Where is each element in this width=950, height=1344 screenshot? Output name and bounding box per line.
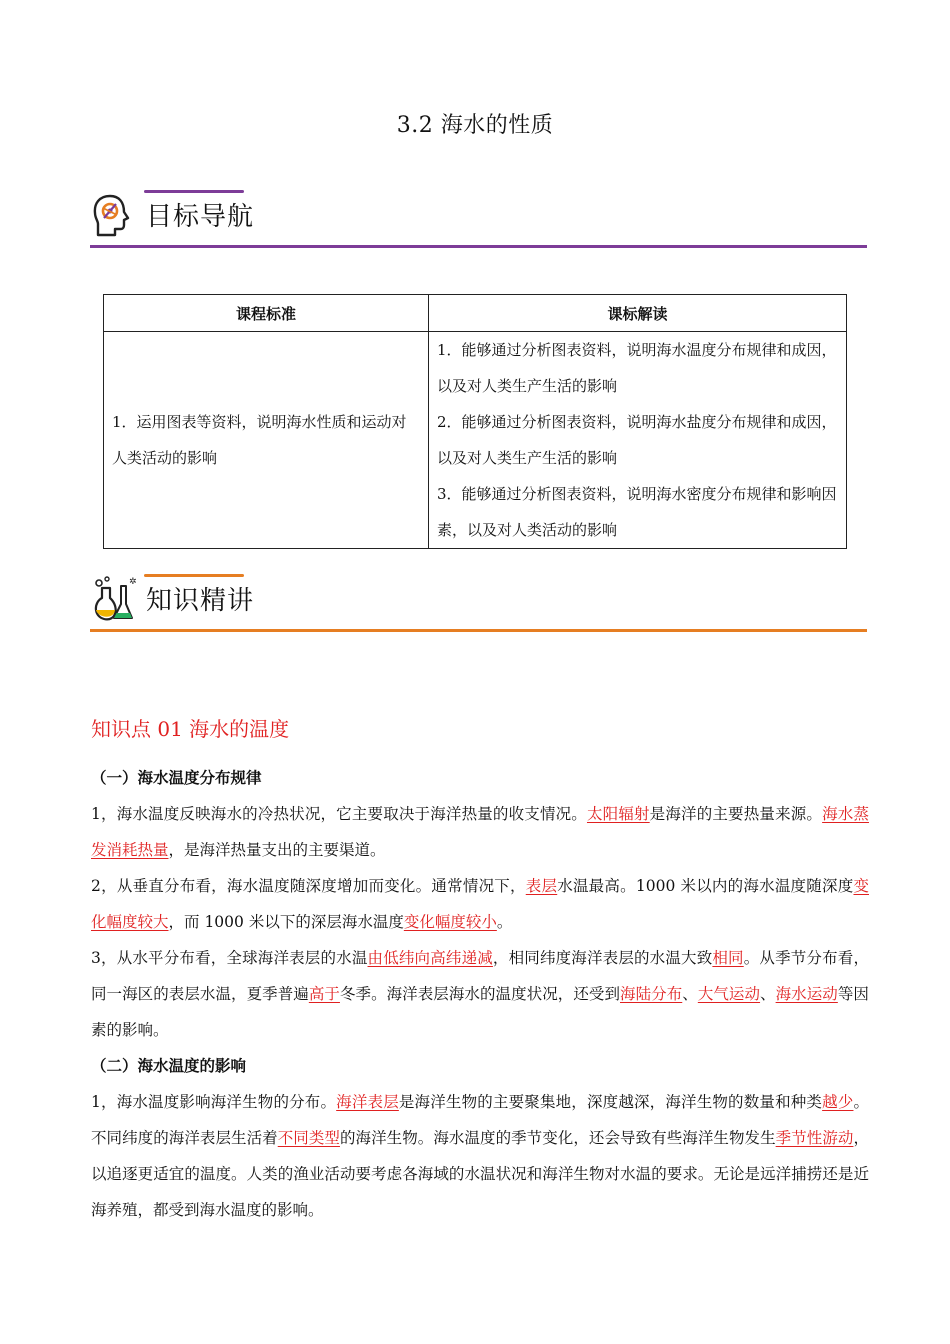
paragraph-4: 1，海水温度影响海洋生物的分布。海洋表层是海洋生物的主要聚集地，深度越深，海洋生物的数量和种类越少。不同纬度的海洋表层生活着不同类型的海洋生物。海水温度的季节变化，还会导致有些海洋生物发生季节性游动，以追逐更适宜的温度。人类的渔业活动要考虑各海域的水温状况和海洋生物对水温的要求。无论是远洋捕捞还是近海养殖，都受到海水温度的影响。 <box>91 1093 869 1219</box>
key-term: 变化幅度较小 <box>403 913 497 931</box>
table-header-standard: 课程标准 <box>104 295 429 332</box>
interpretation-cell <box>429 332 847 549</box>
knowledge-point-title: 知识点 01 海水的温度 <box>91 717 290 741</box>
key-term: 季节性游动 <box>775 1129 854 1147</box>
key-term: 海水运动 <box>775 985 838 1003</box>
section-header-knowledge <box>90 570 867 632</box>
course-standard-table <box>103 294 847 549</box>
knowledge-content <box>91 760 869 1228</box>
key-term: 海洋表层 <box>336 1093 399 1111</box>
standard-cell: 1．运用图表等资料，说明海水性质和运动对人类活动的影响 <box>104 332 429 549</box>
svg-text:✲: ✲ <box>129 577 137 587</box>
lab-flask-icon <box>90 574 140 624</box>
section-label: 知识精讲 <box>146 586 255 616</box>
interpretation-item: 1．能够通过分析图表资料，说明海水温度分布规律和成因，以及对人类生产生活的影响 <box>437 341 837 395</box>
key-term: 海陆分布 <box>620 985 683 1003</box>
section-header-goal <box>90 186 867 248</box>
subsection-heading: （二）海水温度的影响 <box>91 1056 247 1075</box>
head-gear-icon <box>90 190 140 240</box>
key-term: 越少 <box>822 1093 854 1111</box>
section-label: 目标导航 <box>146 202 255 232</box>
document-title: 3.2 海水的性质 <box>396 113 554 138</box>
key-term: 由低纬向高纬递减 <box>367 949 493 967</box>
key-term: 表层 <box>525 877 558 895</box>
key-term: 变化幅度较大 <box>91 877 869 931</box>
key-term: 海水蒸发消耗热量 <box>91 805 869 859</box>
key-term: 大气运动 <box>697 985 761 1003</box>
paragraph-1: 1，海水温度反映海水的冷热状况，它主要取决于海洋热量的收支情况。太阳辐射是海洋的主要热量来源。海水蒸发消耗热量，是海洋热量支出的主要渠道。 <box>91 805 869 859</box>
subsection-heading: （一）海水温度分布规律 <box>91 768 262 787</box>
key-term: 相同 <box>712 949 744 967</box>
paragraph-3: 3，从水平分布看，全球海洋表层的水温由低纬向高纬递减，相同纬度海洋表层的水温大致相同。从季节分布看，同一海区的表层水温，夏季普遍高于冬季。海洋表层海水的温度状况，还受到海陆分布、大气运动、海水运动等因素的影响。 <box>91 949 869 1039</box>
table-header-row <box>104 295 847 332</box>
table-row <box>104 332 847 549</box>
header-accent-line <box>144 574 244 577</box>
key-term: 高于 <box>308 985 340 1003</box>
section-divider <box>90 245 867 248</box>
header-accent-line <box>144 190 244 193</box>
table-header-interpretation: 课标解读 <box>429 295 847 332</box>
paragraph-2: 2，从垂直分布看，海水温度随深度增加而变化。通常情况下，表层水温最高。1000 米以内的海水温度随深度变化幅度较大，而 1000 米以下的深层海水温度变化幅度较小。 <box>91 877 869 931</box>
interpretation-item: 3．能够通过分析图表资料，说明海水密度分布规律和影响因素，以及对人类活动的影响 <box>437 485 837 539</box>
section-divider <box>90 629 867 632</box>
interpretation-item: 2．能够通过分析图表资料，说明海水盐度分布规律和成因，以及对人类生产生活的影响 <box>437 413 837 467</box>
key-term: 太阳辐射 <box>586 805 650 823</box>
key-term: 不同类型 <box>277 1129 340 1147</box>
